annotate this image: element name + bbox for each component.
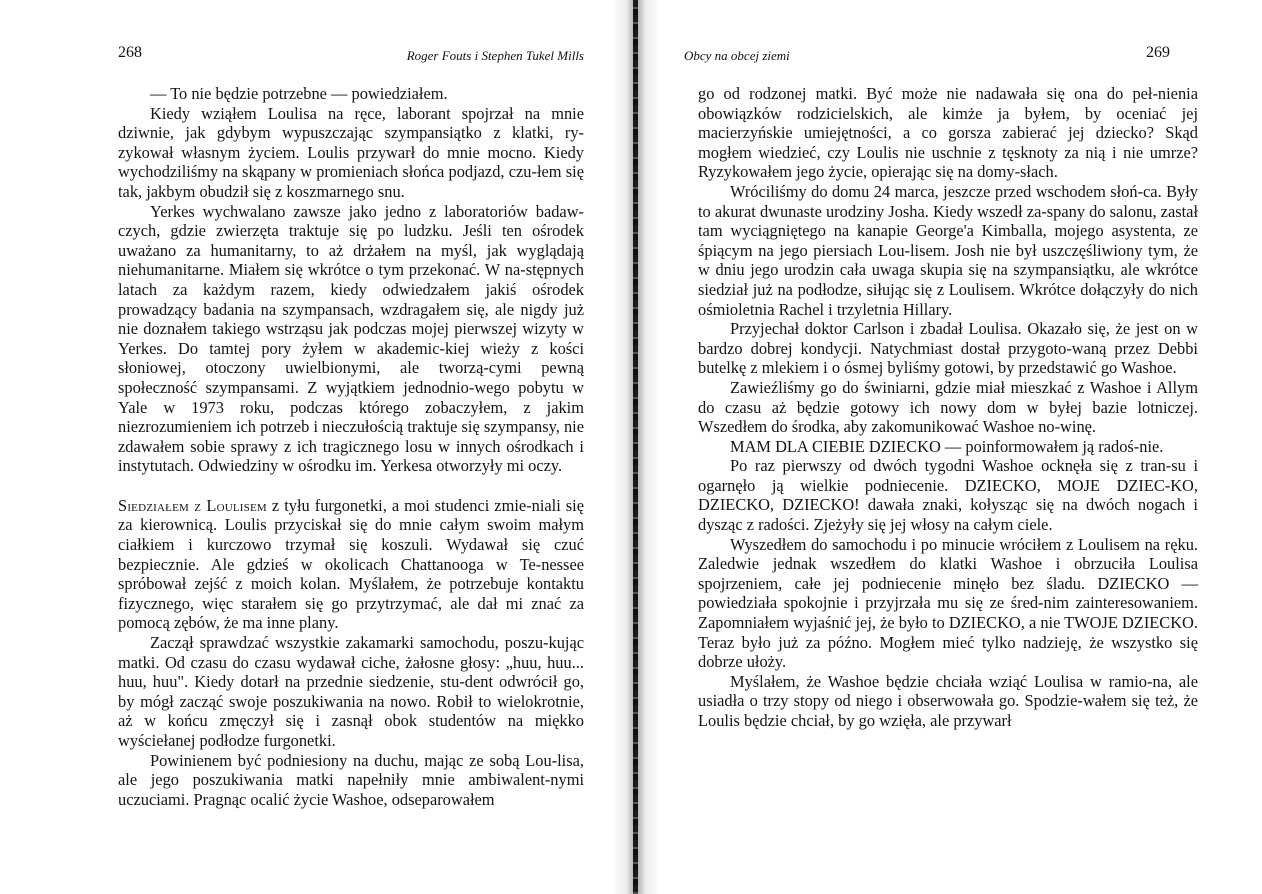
paragraph: Yerkes wychwalano zawsze jako jedno z laboratoriów badaw-czych, gdzie zwierzęta traktuje się po ludzku. Jeśli ten ośrodek uważano za humanitarny, to aż drżałem na myśl, jak wyglądają niehumanitarne. Miałem się wkrótce o tym przekonać. W na-stępnych latach za każdym razem, kiedy odwiedzałem jakiś ośrodek prowadzący badania na szympansach, wzdragałem się, ale nigdy już nie doznałem takiego wstrząsu jak podczas mojej pierwszej wizyty w Yerkes. Do tamtej pory żyłem w akademic-kiej wieży z kości słoniowej, otoczony uwielbionymi, ale tworzą-cymi pewną społeczność szympansami. Z wyjątkiem jednodnio-wego pobytu w Yale w 1973 roku, podczas którego zobaczyłem, z jakim niezrozumieniem ich potrzeb i nieczułością traktuje się szympansy, nie zdawałem sobie sprawy z ich tragicznego losu w innych ośrodkach i instytutach. Odwiedziny w ośrodku im. Yerkesa otworzyły mi oczy.: [118, 201, 584, 476]
right-page: [632, 0, 1262, 894]
paragraph: MAM DLA CIEBIE DZIECKO — poinformowałem ją radoś-nie.: [730, 436, 1164, 456]
paragraph: Zaczął sprawdzać wszystkie zakamarki samochodu, poszu-kując matki. Od czasu do czasu wydawał ciche, żałosne głosy: „huu, huu... huu, huu". Kiedy dotarł na przednie siedzenie, stu-dent odwrócił go, by mógł zacząć swoje poszukiwania na nowo. Robił to wielokrotnie, aż w końcu zmęczył się i zasnął obok studentów na miękko wyściełanej podłodze furgonetki.: [118, 633, 584, 750]
section-opener-smallcaps: Siedziałem z Loulisem: [118, 495, 267, 515]
paragraph: Kiedy wziąłem Loulisa na ręce, laborant spojrzał na mnie dziwnie, jak gdybym wypuszczając szympansiątko z klatki, ry-zykował własnym życiem. Loulis przywarł do mnie mocno. Kiedy wychodziliśmy na skąpany w promieniach słońca podjazd, czu-łem się tak, jakbym obudził się z koszmarnego snu.: [118, 103, 584, 201]
paragraph: Myślałem, że Washoe będzie chciała wziąć Loulisa w ramio-na, ale usiadła o trzy stopy od niego i obserwowała go. Spodzie-wałem się też, że Loulis będzie chciał, by go wzięła, ale przywarł: [698, 671, 1198, 730]
left-page-number: 268: [118, 44, 142, 61]
paragraph: Powinienem być podniesiony na duchu, mając ze sobą Lou-lisa, ale jego poszukiwania matki napełniły mnie ambiwalent-nymi uczuciami. Pragnąc ocalić życie Washoe, odseparowałem: [118, 750, 584, 809]
section-opener-text: z tyłu furgonetki, a moi studenci zmie-niali się za kierownicą. Loulis przyciskał się do mnie całym swoim małym ciałkiem i kurczowo trzymał się koszuli. Wydawał się czuć bezpiecznie. Ale gdzieś w okolicach Chattanooga w Te-nessee spróbował zejść z moich kolan. Myślałem, że potrzebuje kontaktu fizycznego, więc starałem się go przytrzymać, ale dał mi znać za pomocą zębów, że ma inne plany.: [118, 495, 584, 633]
left-page: [0, 0, 630, 894]
section-opener-paragraph: [118, 496, 584, 633]
right-running-head: Obcy na obcej ziemi: [684, 48, 790, 63]
left-text-block: [118, 84, 584, 809]
right-text-block: [698, 84, 1198, 731]
paragraph: — To nie będzie potrzebne — powiedziałem.: [150, 84, 448, 103]
right-page-number: 269: [1146, 44, 1170, 61]
paragraph: Zawieźliśmy go do świniarni, gdzie miał mieszkać z Washoe i Allym do czasu aż będzie gotowy ich nowy dom w byłej bazie lotniczej. Wszedłem do środka, aby zakomunikować Washoe no-winę.: [698, 377, 1198, 437]
paragraph: Wróciliśmy do domu 24 marca, jeszcze przed wschodem słoń-ca. Były to akurat dwunaste urodziny Josha. Kiedy wszedł za-spany do salonu, zastał tam wyciągniętego na kanapie George'a Kimballa, mojego asystenta, ze śpiącym na jego piersiach Lou-lisem. Josh nie był uszczęśliwiony tym, że w dniu jego urodzin cała uwaga skupia się na szympansiątku, ale wkrótce siedział już na podłodze, siłując się z Loulisem. Wkrótce dołączyły do nich ośmioletnia Rachel i trzyletnia Hillary.: [698, 181, 1198, 319]
left-running-head: Roger Fouts i Stephen Tukel Mills: [406, 48, 584, 63]
paragraph: Wyszedłem do samochodu i po minucie wróciłem z Loulisem na ręku. Zaledwie jednak wszedłem do klatki Washoe i obrzuciła Loulisa spojrzeniem, całe jej podniecenie minęło bez śladu. DZIECKO — powiedziała spokojnie i przyjrzała mu się ze śred-nim zainteresowaniem. Zapomniałem wyjaśnić jej, że było to DZIECKO, a nie TWOJE DZIECKO. Teraz było już za późno. Mogłem mieć tylko nadzieję, że wszystko się dobrze ułoży.: [698, 534, 1198, 672]
paragraph: go od rodzonej matki. Być może nie nadawała się ona do peł-nienia obowiązków rodzicielskich, ale kimże ja byłem, by oceniać jej macierzyńskie umiejętności, a co gorsza zabierać jej dziecko? Skąd mogłem wiedzieć, czy Loulis nie uschnie z tęsknoty za nią i nie umrze? Ryzykowałem jego życie, opierając się na domy-słach.: [698, 84, 1198, 182]
paragraph: Przyjechał doktor Carlson i zbadał Loulisa. Okazało się, że jest on w bardzo dobrej kondycji. Natychmiast dostał przygoto-waną przez Debbi butelkę z mlekiem i o ósmej byliśmy gotowi, by przedstawić go Washoe.: [698, 319, 1198, 378]
paragraph: Po raz pierwszy od dwóch tygodni Washoe ocknęła się z tran-su i ogarnęło ją wielkie podniecenie. DZIECKO, MOJE DZIEC-KO, DZIECKO, DZIECKO! dawała znaki, kołysząc się na dwóch nogach i dysząc z radości. Zjeżyły się jej włosy na całym ciele.: [698, 456, 1198, 535]
